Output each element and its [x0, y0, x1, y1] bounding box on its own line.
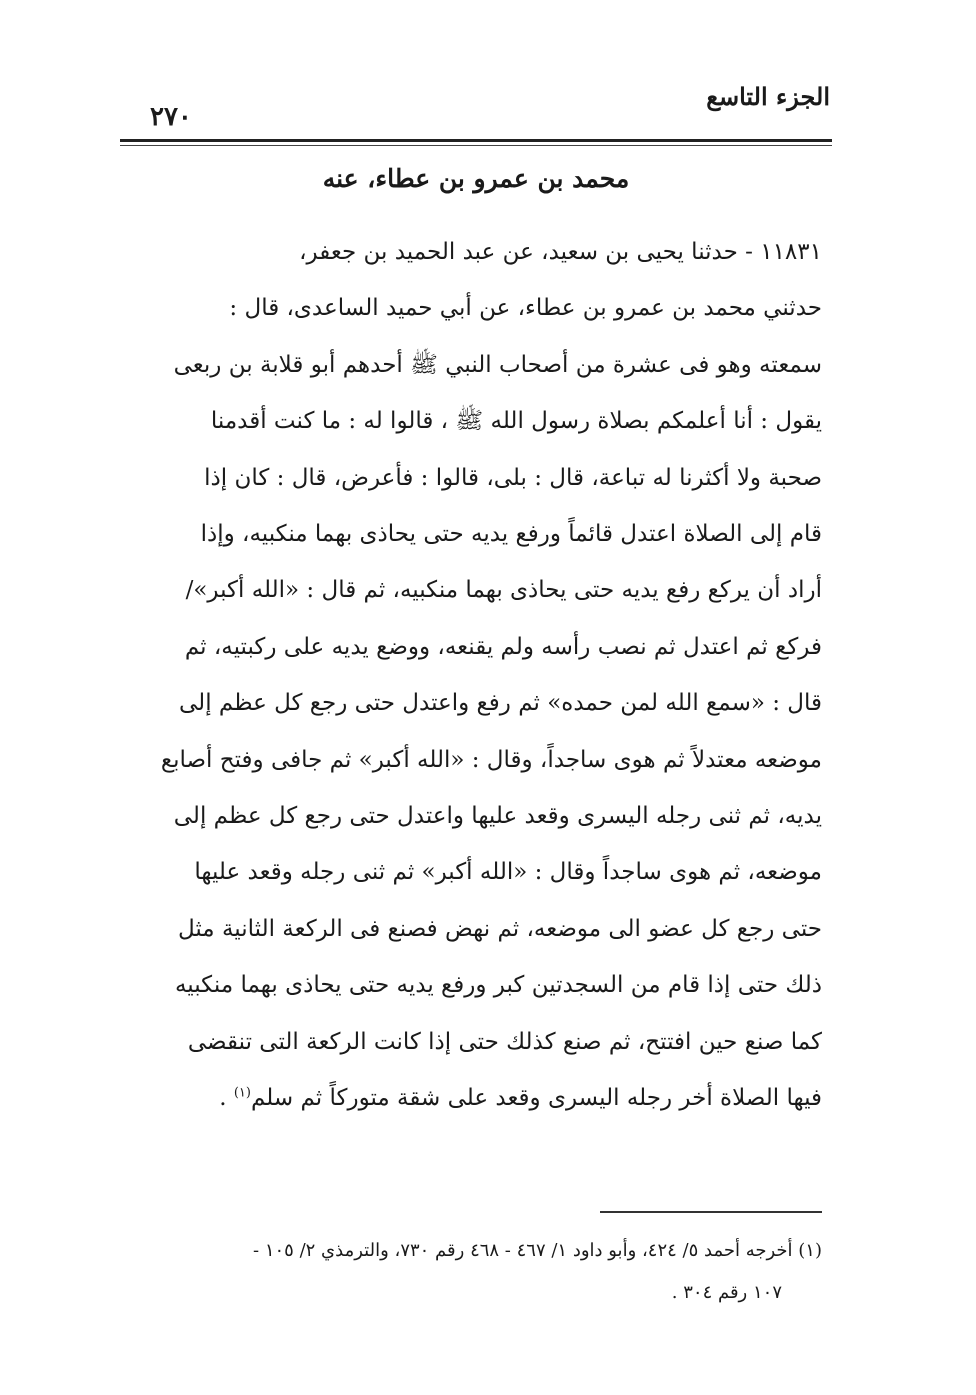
header-rule-thin	[120, 145, 832, 146]
text-line: سمعته وهو فى عشرة من أصحاب النبي ﷺ أحدهم أبو قلابة بن ربعى	[173, 351, 822, 378]
footnote-line: (١) أخرجه أحمد ٥/ ٤٢٤، وأبو داود ١/ ٤٦٧ - ٤٦٨ رقم ٧٣٠، والترمذي ٢/ ١٠٥ -	[253, 1240, 822, 1261]
last-line-text: فيها الصلاة أخر رجله اليسرى وقعد على شقة متوركاً ثم سلم	[250, 1085, 822, 1112]
text-line: كما صنع حين افتتح، ثم صنع كذلك حتى إذا كانت الركعة التى تنقضى	[187, 1028, 822, 1055]
footnote-marker[interactable]: (١)	[233, 1085, 251, 1101]
text-line: حدثني محمد بن عمرو بن عطاء، عن أبي حميد الساعدى، قال :	[229, 295, 822, 322]
footnote-separator	[600, 1211, 822, 1213]
page-number: ٢٧٠	[150, 102, 192, 132]
footnotes	[110, 1230, 822, 1314]
text-line: صحبة ولا أكثرنا له تباعة، قال : بلى، قالوا : فأعرض، قال : كان إذا	[204, 464, 822, 491]
text-line: أراد أن يركع رفع يديه حتى يحاذى بهما منكبيه، ثم قال : «الله أكبر»/	[185, 577, 822, 604]
running-title: الجزء التاسع	[706, 82, 830, 111]
section-heading: محمد بن عمرو بن عطاء، عنه	[322, 164, 630, 193]
text-line-last	[116, 1070, 822, 1126]
text-line: قام إلى الصلاة اعتدل قائماً ورفع يديه حتى يحاذى بهما منكبيه، وإذا	[200, 521, 822, 548]
footnote-line: ١٠٧ رقم ٣٠٤ .	[671, 1282, 782, 1303]
text-line: يديه، ثم ثنى رجله اليسرى وقعد عليها واعتدل حتى رجع كل عظم إلى	[173, 803, 822, 830]
text-line: فركع ثم اعتدل ثم نصب رأسه ولم يقنعه، ووضع يديه على ركبتيه، ثم	[184, 633, 822, 660]
text-line: موضعه معتدلاً ثم هوى ساجداً، وقال : «الله أكبر» ثم جافى وفتح أصابع	[160, 746, 822, 773]
text-line: يقول : أنا أعلمكم بصلاة رسول الله ﷺ ، قالوا له : ما كنت أقدمنا	[210, 408, 822, 435]
end-punctuation: .	[219, 1085, 234, 1112]
text-line: ذلك حتى إذا قام من السجدتين كبر ورفع يديه حتى يحاذى بهما منكبيه	[174, 972, 822, 999]
text-line: موضعه، ثم هوى ساجداً وقال : «الله أكبر» ثم ثنى رجله وقعد عليها	[194, 859, 822, 886]
text-line: قال : «سمع الله لمن حمده» ثم رفع واعتدل حتى رجع كل عظم إلى	[179, 690, 822, 717]
text-line: ١١٨٣١ - حدثنا يحيى بن سعيد، عن عبد الحميد بن جعفر،	[299, 239, 822, 265]
text-line: حتى رجع كل عضو الى موضعه، ثم نهض فصنع فى الركعة الثانية مثل	[177, 915, 822, 942]
header-rule-thick	[120, 139, 832, 142]
hadith-text	[116, 224, 822, 1127]
